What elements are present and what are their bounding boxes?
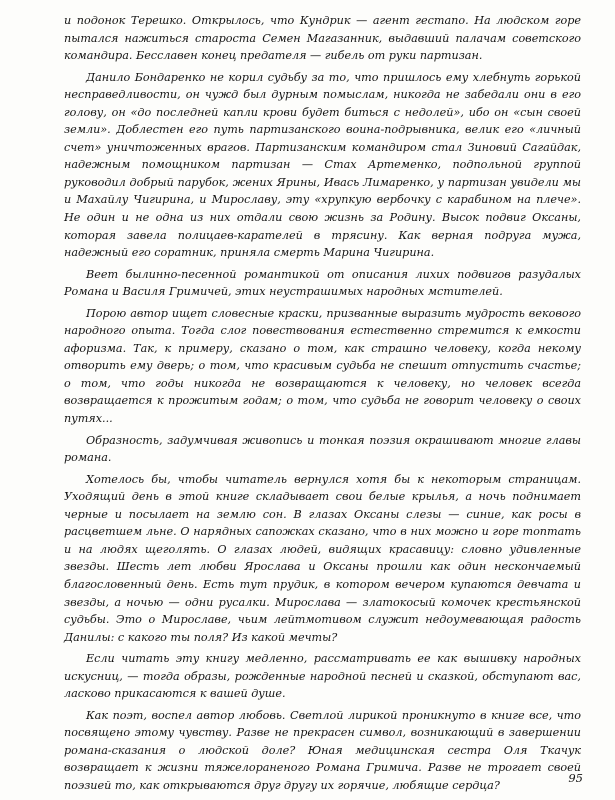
paragraph-5: Образность, задумчивая живопись и тонкая поэзия окрашивают многие главы романа. [64,433,581,465]
body-text [64,12,581,795]
paragraph-8: Как поэт, воспел автор любовь. Светлой лирикой проникнуто в книге все, что посвящено этому чувству. Разве не прекрасен символ, возникающий в завершении романа-сказания о людской доле? Юная медицинская сестра Оля Ткачук возвращает к жизни тяжелораненого Романа Гримича. Разве не трогает своей поэзией то, как открываются друг другу их горячие, любящие сердца? [64,708,581,792]
paragraph-3: Веет былинно-песенной романтикой от описания лихих подвигов разудалых Романа и Василя Гримичей, этих неустрашимых народных мстителей. [64,267,581,299]
paragraph-4: Порою автор ищет словесные краски, призванные выразить мудрость векового народного опыта. Тогда слог повествования естественно стремится к емкости афоризма. Так, к примеру, сказано о том, как страшно человеку, когда некому отворить ему дверь; о том, что красивым судьба не спешит отпустить счастье; о том, что годы никогда не возвращаются к человеку, но человек всегда возвращается к прожитым годам; о том, что судьба не говорит человеку о своих путях... [64,306,581,426]
page-number: 95 [568,771,583,785]
paragraph-1: и подонок Терешко. Открылось, что Кундрик — агент гестапо. На людском горе пытался нажиться староста Семен Магазанник, выдавший палачам советского командира. Бесславен конец предателя — гибель от руки партизан. [64,14,581,63]
paragraph-2: Данило Бондаренко не корил судьбу за то, что пришлось ему хлебнуть горькой несправедливости, он чужд был дурным помыслам, никогда не забедали они в его голову, он «до последней капли крови будет биться с недолей», ибо он «сын своей земли». Доблестен его путь партизанского воина-подрывника, велик его «личный счет» уничтоженных врагов. Партизанским командиром стал Зиновий Сагайдак, надежным помощником партизан — Стах Артеменко, подпольной группой руководил добрый парубок, жених Ярины, Ивась Лимаренко, у партизан увидели мы и Махайлу Чигирина, и Мирославу, эту «хрупкую вербочку с карабином на плече». Не один и не одна из них отдали свою жизнь за Родину. Высок подвиг Оксаны, которая завела полицаев-карателей в трясину. Как верная подруга мужа, надежный его соратник, приняла смерть Марина Чигирина. [64,70,581,260]
paragraph-6: Хотелось бы, чтобы читатель вернулся хотя бы к некоторым страницам. Уходящий день в этой книге складывает свои белые крылья, а ночь поднимает черные и посылает на землю сон. В глазах Оксаны слезы — синие, как росы в расцветшем льне. О нарядных сапожках сказано, что в них можно и горе топтать и на людях щеголять. О глазах людей, видящих красавицу: словно удивленные звезды. Шесть лет любви Ярослава и Оксаны прошли как один нескончаемый благословенный день. Есть тут прудик, в котором вечером купаются девчата и звезды, а ночью — одни русалки. Мирослава — златокосый комочек крестьянской судьбы. Это о Мирославе, чьим лейтмотивом служит недоумевающая радость Данилы: с какого ты поля? Из какой мечты? [64,472,581,644]
paragraph-7: Если читать эту книгу медленно, рассматривать ее как вышивку народных искусниц, — тогда образы, рожденные народной песней и сказкой, обступают вас, ласково прикасаются к вашей душе. [64,652,581,701]
